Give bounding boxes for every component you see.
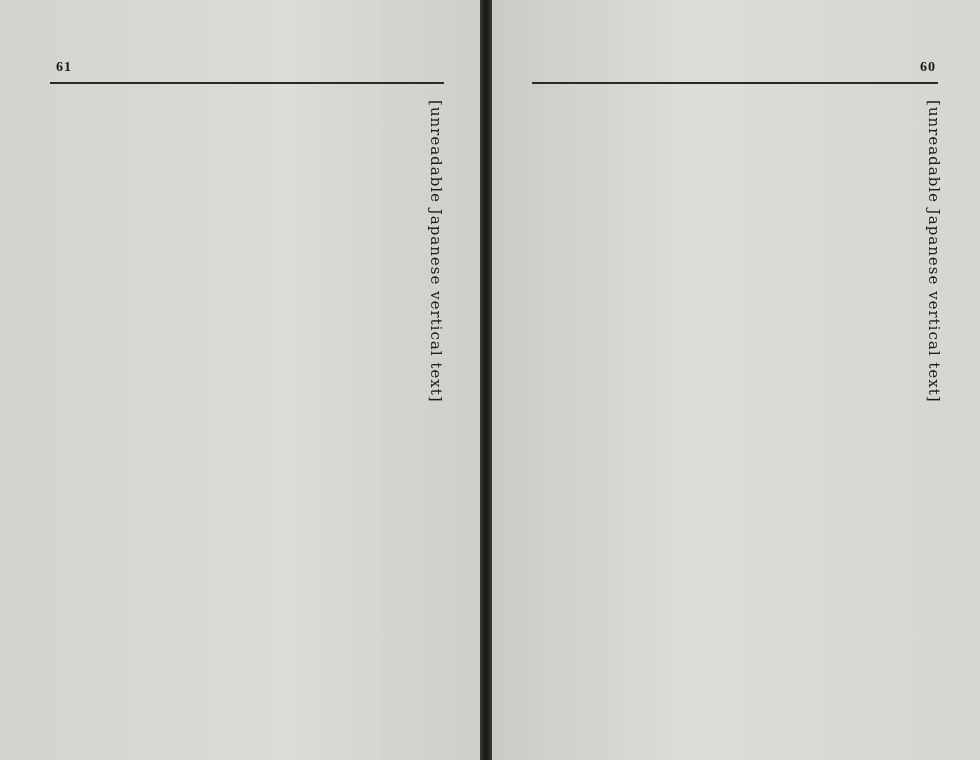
page-number: 60 <box>920 60 936 75</box>
paragraph: [unreadable Japanese vertical text] <box>925 100 943 403</box>
page-number: 61 <box>56 60 72 75</box>
body-text <box>52 100 448 710</box>
left-page <box>0 0 480 760</box>
header-rule <box>532 82 938 84</box>
header-rule <box>50 82 444 84</box>
right-page <box>492 0 980 760</box>
body-text <box>550 100 946 710</box>
book-gutter <box>480 0 492 760</box>
paragraph: [unreadable Japanese vertical text] <box>427 100 445 403</box>
